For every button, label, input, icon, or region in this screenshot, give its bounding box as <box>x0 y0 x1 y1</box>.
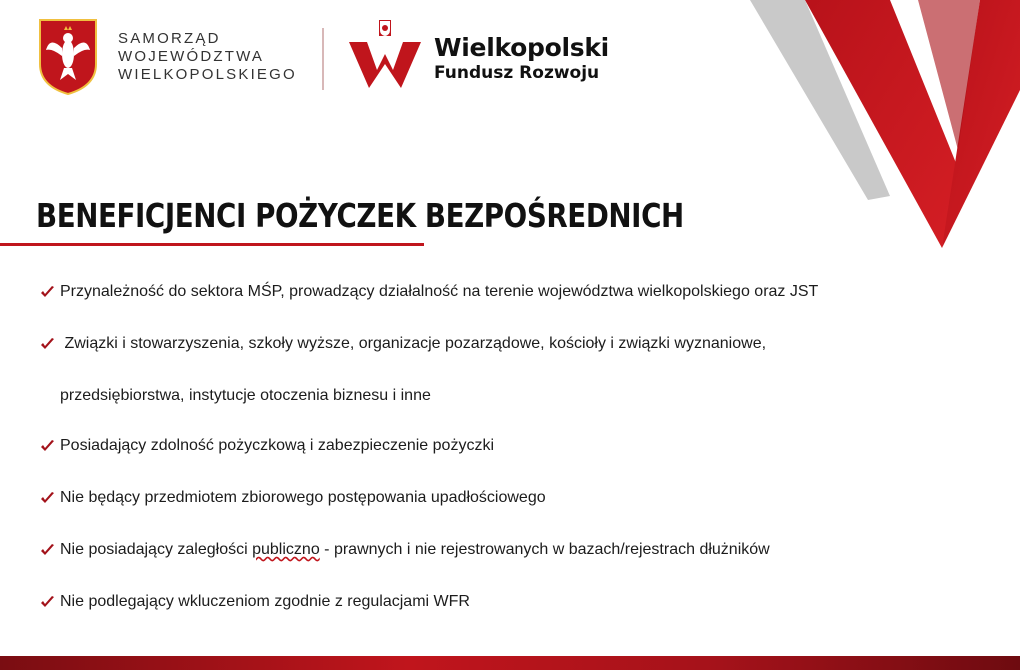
wfr-name <box>434 34 609 84</box>
samorzad-line-2: WOJEWÓDZTWA <box>118 48 265 65</box>
list-item-text-part: - prawnych i nie rejestrowanych w bazach/rejestrach dłużników <box>319 541 770 558</box>
list-item-text: przedsiębiorstwa, instytucje otoczenia biznesu i inne <box>60 387 431 404</box>
check-icon <box>40 592 55 612</box>
check-icon <box>40 436 55 456</box>
list-item-text-part: Nie posiadający zaległości <box>60 541 248 558</box>
check-icon <box>40 282 55 302</box>
list-item-text: Nie będący przedmiotem zbiorowego postępowania upadłościowego <box>60 489 546 506</box>
samorzad-line-3: WIELKOPOLSKIEGO <box>118 66 297 83</box>
wfr-name-line-2: Fundusz Rozwoju <box>434 63 600 83</box>
list-item-text: Związki i stowarzyszenia, szkoły wyższe, organizacje pozarządowe, kościoły i związki wyznaniowe, <box>60 335 767 352</box>
header-divider <box>322 28 324 90</box>
list-item-text: Nie podlegający wkluczeniom zgodnie z regulacjami WFR <box>60 593 470 610</box>
list-item <box>40 488 1000 540</box>
title-underline <box>0 243 424 246</box>
list-item <box>40 282 1000 334</box>
crest-icon <box>38 18 98 96</box>
bottom-bar <box>0 656 1020 670</box>
list-item <box>40 334 1000 386</box>
list-item <box>40 540 1000 592</box>
page-title: BENEFICJENCI POŻYCZEK BEZPOŚREDNICH <box>36 196 684 235</box>
list-item-text: Posiadający zdolność pożyczkową i zabezpieczenie pożyczki <box>60 437 494 454</box>
list-item-text <box>60 540 770 560</box>
wfr-name-line-1: Wielkopolski <box>434 33 609 62</box>
check-icon <box>40 334 55 354</box>
check-icon <box>40 540 55 560</box>
check-icon <box>40 488 55 508</box>
samorzad-line-1: SAMORZĄD <box>118 30 221 47</box>
list-item-text: Przynależność do sektora MŚP, prowadzący działalność na terenie województwa wielkopolskiego oraz JST <box>60 283 819 300</box>
spellcheck-word: publiczno <box>252 541 320 558</box>
list-item <box>40 592 1000 644</box>
wfr-logo-icon <box>345 18 425 90</box>
list-item-continuation <box>40 386 1000 436</box>
list-item <box>40 436 1000 488</box>
samorzad-text <box>118 30 297 84</box>
corner-w-decoration <box>750 0 1020 260</box>
beneficiaries-list <box>40 282 1000 644</box>
